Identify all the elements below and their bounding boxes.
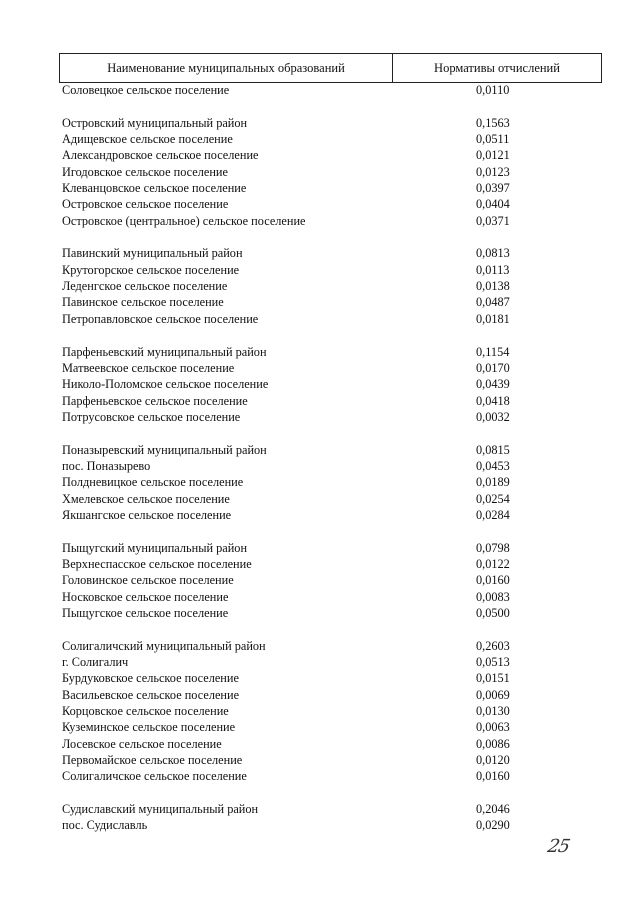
table-row	[62, 654, 602, 670]
header-municipality-name: Наименование муниципальных образований	[60, 54, 393, 82]
table-row	[62, 719, 602, 735]
deduction-rate: 0,0798	[476, 540, 510, 555]
municipality-name: пос. Поназырево	[62, 458, 151, 473]
municipality-name: Матвеевское сельское поселение	[62, 360, 235, 375]
municipality-name: Солигаличское сельское поселение	[62, 769, 247, 784]
municipality-name: Хмелевское сельское поселение	[62, 491, 230, 506]
table-row	[62, 752, 602, 768]
group-spacer	[62, 425, 602, 441]
table-row	[62, 311, 602, 327]
municipality-name: Носковское сельское поселение	[62, 589, 229, 604]
table-row	[62, 294, 602, 310]
municipality-name: Парфеньевское сельское поселение	[62, 393, 248, 408]
deduction-rate: 0,0815	[476, 442, 510, 457]
table-row	[62, 164, 602, 180]
table-row	[62, 556, 602, 572]
municipality-name: Куземинское сельское поселение	[62, 720, 236, 735]
deduction-rate: 0,0813	[476, 246, 510, 261]
deduction-rate: 0,0160	[476, 769, 510, 784]
deduction-rate: 0,0130	[476, 704, 510, 719]
table-row	[62, 703, 602, 719]
table-row	[62, 442, 602, 458]
table-row	[62, 540, 602, 556]
municipality-name: пос. Судиславль	[62, 818, 148, 833]
table-row	[62, 687, 602, 703]
municipality-name: Павинский муниципальный район	[62, 246, 243, 261]
municipality-name: Потрусовское сельское поселение	[62, 409, 241, 424]
deduction-rate: 0,0120	[476, 753, 510, 768]
municipality-name: Павинское сельское поселение	[62, 295, 224, 310]
deduction-rate: 0,0110	[476, 83, 510, 97]
table-row	[62, 344, 602, 360]
table-row	[62, 245, 602, 261]
deduction-rate: 0,0181	[476, 311, 510, 326]
table-row	[62, 572, 602, 588]
deduction-rate: 0,0032	[476, 409, 510, 424]
municipality-name: Островский муниципальный район	[62, 115, 248, 130]
municipality-name: Верхнеспасское сельское поселение	[62, 556, 252, 571]
table-row	[62, 376, 602, 392]
municipality-name: Головинское сельское поселение	[62, 573, 234, 588]
deduction-rate: 0,0500	[476, 606, 510, 620]
table-row	[62, 670, 602, 686]
table-row	[62, 213, 602, 229]
municipality-name: Лосевское сельское поселение	[62, 736, 222, 751]
municipality-name: Первомайское сельское поселение	[62, 753, 243, 768]
deduction-rate: 0,0371	[476, 213, 510, 228]
deduction-rate: 0,0418	[476, 393, 510, 408]
municipality-name: Парфеньевский муниципальный район	[62, 344, 267, 359]
page-number: 25	[545, 836, 572, 857]
municipality-name: Клеванцовское сельское поселение	[62, 181, 247, 196]
deduction-rate: 0,0189	[476, 475, 510, 490]
municipality-name: Петропавловское сельское поселение	[62, 311, 259, 326]
municipality-name: Островское сельское поселение	[62, 197, 229, 212]
municipality-name: Островское (центральное) сельское поселение	[62, 213, 306, 228]
municipality-name: Соловецкое сельское поселение	[62, 83, 230, 97]
table-row	[62, 589, 602, 605]
table-row	[62, 474, 602, 490]
deduction-rate: 0,0083	[476, 589, 510, 604]
table-row	[62, 507, 602, 523]
table-row	[62, 360, 602, 376]
municipality-name: Адищевское сельское поселение	[62, 132, 233, 147]
deduction-rate: 0,2046	[476, 802, 510, 817]
deduction-rate: 0,2603	[476, 638, 510, 653]
municipality-name: Игодовское сельское поселение	[62, 164, 228, 179]
deduction-rate: 0,0121	[476, 148, 510, 163]
municipality-name: г. Солигалич	[62, 655, 129, 670]
table-row	[62, 278, 602, 294]
deduction-rate: 0,1154	[476, 344, 510, 359]
table-row	[62, 115, 602, 131]
municipality-name: Якшангское сельское поселение	[62, 507, 232, 522]
table-row	[62, 82, 602, 98]
deduction-rate: 0,0453	[476, 458, 510, 473]
municipality-name: Леденгское сельское поселение	[62, 279, 228, 294]
table-row	[62, 491, 602, 507]
municipality-name: Васильевское сельское поселение	[62, 687, 240, 702]
municipality-name: Николо-Поломское сельское поселение	[62, 377, 269, 392]
deduction-rate: 0,0138	[476, 279, 510, 294]
deduction-rate: 0,0284	[476, 507, 510, 522]
table-row	[62, 638, 602, 654]
table-row	[62, 605, 602, 621]
municipality-name: Пыщугское сельское поселение	[62, 606, 229, 620]
group-spacer	[62, 785, 602, 801]
deduction-rate: 0,0151	[476, 671, 510, 686]
table-row	[62, 458, 602, 474]
deduction-rate: 0,0123	[476, 164, 510, 179]
deduction-rate: 0,0160	[476, 573, 510, 588]
municipality-name: Пыщугский муниципальный район	[62, 540, 248, 555]
table-row	[62, 768, 602, 784]
deduction-rate: 0,0513	[476, 655, 510, 670]
header-deduction-rate: Нормативы отчислений	[434, 60, 560, 75]
deduction-rate: 0,0063	[476, 720, 510, 735]
table-body	[62, 82, 602, 834]
deduction-rate: 0,0487	[476, 295, 510, 310]
deduction-rate: 0,0439	[476, 377, 510, 392]
deduction-rate: 0,0254	[476, 491, 510, 506]
deduction-rate: 0,0290	[476, 818, 510, 833]
municipality-name: Судиславский муниципальный район	[62, 802, 259, 817]
municipality-name: Крутогорское сельское поселение	[62, 262, 240, 277]
municipality-name: Бурдуковское сельское поселение	[62, 671, 239, 686]
table-row	[62, 180, 602, 196]
table-row	[62, 393, 602, 409]
table-row	[62, 196, 602, 212]
table-row	[62, 131, 602, 147]
group-spacer	[62, 229, 602, 245]
municipality-name: Корцовское сельское поселение	[62, 704, 229, 719]
group-spacer	[62, 98, 602, 114]
table-header	[59, 53, 602, 83]
deduction-rate: 0,0511	[476, 132, 510, 147]
municipality-name: Солигаличский муниципальный район	[62, 638, 266, 653]
group-spacer	[62, 327, 602, 343]
table-row	[62, 147, 602, 163]
deduction-rate: 0,1563	[476, 115, 510, 130]
deduction-rate: 0,0404	[476, 197, 510, 212]
deduction-rate: 0,0113	[476, 262, 510, 277]
group-spacer	[62, 523, 602, 539]
deduction-rate: 0,0086	[476, 736, 510, 751]
deduction-rate: 0,0397	[476, 181, 510, 196]
deduction-rate: 0,0170	[476, 360, 510, 375]
municipality-name: Александровское сельское поселение	[62, 148, 259, 163]
table-row	[62, 262, 602, 278]
table-row	[62, 409, 602, 425]
municipality-name: Полдневицкое сельское поселение	[62, 475, 244, 490]
table-row	[62, 736, 602, 752]
deduction-rate: 0,0122	[476, 556, 510, 571]
deduction-rate: 0,0069	[476, 687, 510, 702]
table-row	[62, 817, 602, 833]
table-row	[62, 801, 602, 817]
group-spacer	[62, 621, 602, 637]
municipality-name: Поназыревский муниципальный район	[62, 442, 267, 457]
